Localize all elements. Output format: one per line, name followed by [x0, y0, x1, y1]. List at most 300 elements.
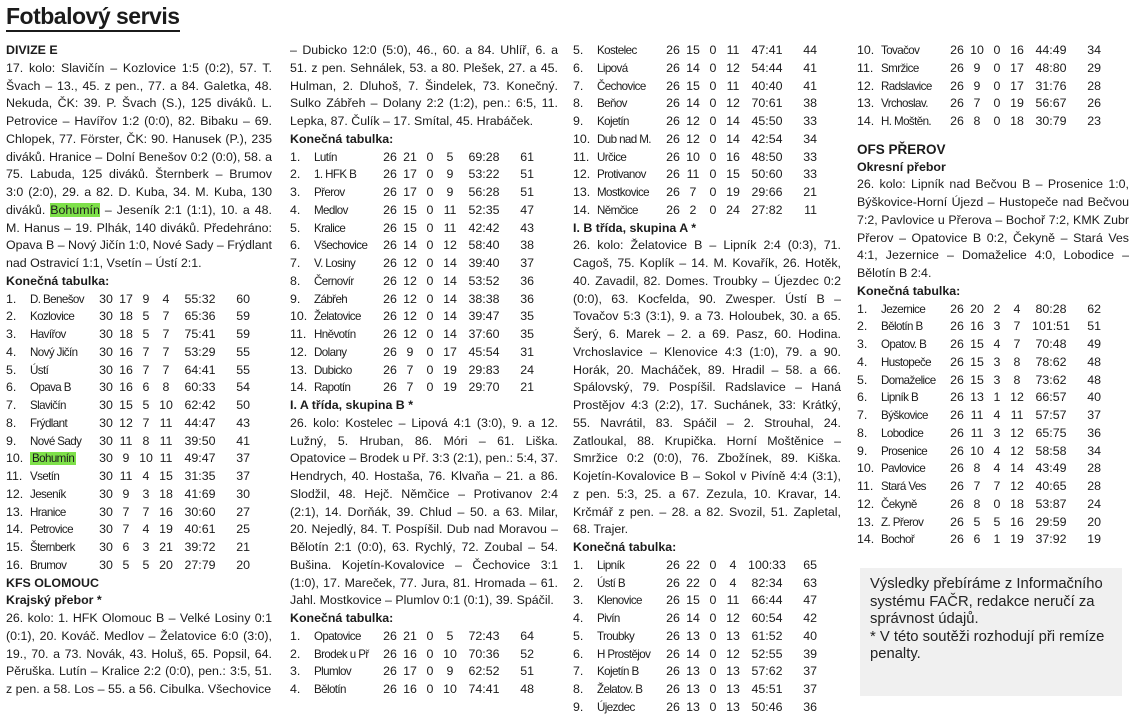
cell-matches: 26	[666, 149, 680, 164]
cell-team-name: Ústí	[30, 363, 49, 377]
cell-losses: 12	[726, 611, 740, 625]
cell-score: 52:35	[468, 202, 500, 217]
cell-wins: 5	[122, 557, 130, 572]
cell-score: 29:83	[468, 362, 500, 377]
cell-rank: 9.	[857, 443, 868, 458]
table-row	[857, 460, 1129, 478]
cell-matches: 30	[99, 415, 113, 430]
cell-team-name: Petrovice	[30, 523, 73, 537]
cell-points: 52	[520, 646, 534, 661]
cell-losses: 19	[443, 380, 457, 395]
cell-draws: 0	[709, 646, 717, 661]
cell-team-name: Lipník	[597, 558, 625, 572]
cell-score: 29:59	[1035, 514, 1067, 529]
cell-team-name: Vrchoslav.	[881, 97, 928, 111]
cell-rank: 10.	[573, 131, 591, 146]
cell-rank: 7.	[290, 256, 301, 270]
cell-losses: 17	[443, 344, 457, 359]
cell-rank: 7.	[573, 664, 584, 679]
cell-score: 27:79	[184, 557, 216, 572]
cell-score: 100:33	[748, 557, 786, 572]
cell-wins: 22	[686, 575, 700, 590]
table-row	[573, 592, 841, 610]
cell-wins: 7	[973, 479, 981, 493]
cell-draws: 0	[426, 309, 434, 324]
cell-matches: 26	[383, 327, 397, 341]
cell-losses: 13	[726, 664, 740, 679]
cell-wins: 14	[686, 96, 700, 111]
table-row	[573, 628, 841, 646]
cell-losses: 19	[443, 362, 457, 377]
cell-rank: 13.	[573, 185, 591, 199]
table-row	[290, 326, 558, 344]
cell-points: 41	[803, 78, 817, 93]
table-row	[6, 397, 272, 415]
cell-losses: 11	[443, 202, 457, 217]
cell-losses: 15	[159, 469, 173, 483]
cell-matches: 26	[383, 185, 397, 199]
cell-rank: 3.	[573, 593, 584, 608]
cell-team-name: Pivín	[597, 612, 620, 625]
cell-losses: 8	[1013, 372, 1021, 387]
cell-matches: 30	[99, 362, 113, 377]
cell-losses: 19	[159, 522, 173, 537]
cell-wins: 16	[119, 344, 133, 359]
cell-losses: 16	[159, 504, 173, 519]
cell-wins: 11	[119, 433, 133, 448]
cell-rank: 12.	[290, 344, 308, 359]
cell-team-name: Nové Sady	[30, 434, 82, 448]
disclaimer-text: Výsledky přebíráme z Informačního systému FAČR, redakce neručí za správnost údajů.	[870, 576, 1103, 628]
table-row	[573, 575, 841, 593]
cell-losses: 11	[159, 433, 173, 448]
cell-score: 80:28	[1035, 301, 1067, 316]
table-row	[857, 60, 1129, 78]
cell-wins: 8	[973, 496, 981, 511]
cell-losses: 13	[726, 699, 740, 714]
table-row	[857, 42, 1129, 60]
cell-team-name: 1. HFK B	[314, 168, 357, 182]
cell-wins: 21	[403, 149, 417, 164]
cell-score: 55:32	[184, 291, 216, 306]
cell-points: 28	[1087, 479, 1101, 493]
cell-wins: 9	[973, 78, 981, 93]
cell-points: 40	[803, 628, 817, 643]
cell-draws: 9	[142, 291, 150, 306]
cell-score: 45:50	[751, 114, 783, 128]
cell-team-name: Brumov	[30, 558, 67, 572]
cell-matches: 26	[950, 96, 964, 111]
cell-matches: 26	[383, 220, 397, 235]
cell-rank: 11.	[857, 60, 874, 75]
cell-score: 30:60	[184, 504, 216, 519]
cell-losses: 4	[729, 575, 737, 590]
cell-wins: 12	[686, 114, 700, 128]
cell-score: 65:75	[1035, 425, 1067, 440]
cell-points: 39	[803, 646, 817, 661]
cell-draws: 0	[993, 96, 1001, 111]
table-heading: Konečná tabulka:	[857, 283, 961, 298]
cell-points: 37	[520, 256, 534, 270]
cell-matches: 26	[666, 699, 680, 714]
cell-wins: 12	[686, 131, 700, 146]
cell-matches: 26	[666, 96, 680, 111]
cell-score: 62:42	[184, 398, 216, 412]
cell-matches: 26	[666, 593, 680, 608]
cell-team-name: Čekyně	[881, 497, 917, 511]
cell-losses: 11	[1010, 408, 1024, 422]
table-row	[857, 354, 1129, 372]
cell-matches: 26	[666, 575, 680, 590]
cell-rank: 4.	[573, 611, 584, 625]
cell-matches: 26	[383, 664, 397, 679]
cell-points: 42	[803, 611, 817, 625]
cell-draws: 0	[709, 149, 717, 164]
cell-points: 38	[803, 96, 817, 111]
cell-team-name: V. Losiny	[314, 257, 356, 270]
table-row	[573, 131, 841, 149]
cell-wins: 20	[970, 301, 984, 316]
cell-draws: 5	[142, 309, 150, 324]
cell-points: 65	[803, 557, 817, 572]
cell-matches: 26	[666, 202, 680, 217]
cell-points: 19	[1087, 532, 1101, 547]
cell-points: 41	[803, 60, 817, 75]
table-row	[573, 557, 841, 575]
standings-table	[290, 149, 558, 398]
cell-losses: 11	[726, 593, 740, 608]
table-row	[573, 663, 841, 681]
cell-losses: 9	[446, 664, 454, 679]
cell-draws: 0	[709, 60, 717, 75]
cell-points: 41	[236, 433, 250, 448]
cell-points: 27	[236, 504, 250, 519]
cell-draws: 4	[993, 408, 1001, 422]
cell-losses: 18	[1010, 496, 1024, 511]
cell-team-name: Kojetín B	[597, 665, 639, 679]
cell-losses: 14	[1010, 461, 1024, 476]
cell-score: 62:52	[468, 664, 500, 679]
cell-team-name: Černovír	[314, 274, 354, 288]
cell-rank: 5.	[857, 372, 868, 387]
cell-matches: 26	[950, 372, 964, 387]
cell-score: 39:40	[468, 256, 500, 270]
cell-team-name: Čechovice	[597, 79, 646, 93]
cell-team-name: Bělotín B	[881, 320, 923, 334]
cell-rank: 8.	[573, 682, 584, 696]
column-2	[290, 42, 558, 700]
cell-points: 33	[803, 114, 817, 128]
cell-points: 37	[803, 664, 817, 679]
cell-points: 63	[803, 575, 817, 590]
cell-rank: 3.	[290, 185, 301, 199]
section-subheading: Okresní přebor	[857, 159, 946, 174]
cell-losses: 4	[1013, 301, 1021, 316]
table-row	[6, 433, 272, 451]
cell-losses: 7	[162, 309, 170, 324]
cell-score: 72:43	[468, 628, 500, 643]
cell-wins: 16	[970, 319, 984, 334]
cell-draws: 0	[426, 185, 434, 199]
cell-points: 28	[1087, 78, 1101, 93]
cell-losses: 19	[1010, 96, 1024, 111]
cell-matches: 30	[99, 380, 113, 395]
cell-team-name: Pavlovice	[881, 462, 926, 476]
cell-draws: 0	[426, 149, 434, 164]
cell-score: 57:62	[751, 664, 783, 679]
cell-team-name: Bochoř	[881, 533, 915, 547]
cell-score: 31:76	[1035, 78, 1067, 93]
cell-score: 31:35	[184, 469, 216, 483]
cell-draws: 0	[709, 593, 717, 608]
cell-wins: 13	[686, 682, 700, 696]
cell-losses: 21	[159, 540, 173, 554]
cell-losses: 19	[726, 185, 740, 199]
cell-team-name: Prosenice	[881, 444, 928, 458]
cell-draws: 0	[426, 682, 434, 696]
table-row	[857, 389, 1129, 407]
cell-losses: 12	[726, 646, 740, 661]
cell-points: 36	[520, 273, 534, 288]
section-heading: I. A třída, skupina B *	[290, 398, 414, 412]
cell-points: 51	[520, 664, 534, 679]
cell-wins: 18	[119, 309, 133, 324]
cell-team-name: Kralice	[314, 221, 346, 235]
cell-draws: 0	[993, 78, 1001, 93]
table-row	[290, 166, 558, 184]
cell-draws: 0	[426, 291, 434, 306]
cell-matches: 26	[383, 646, 397, 661]
cell-draws: 0	[709, 96, 717, 111]
cell-losses: 14	[443, 327, 457, 341]
cell-draws: 7	[142, 504, 150, 519]
cell-team-name: Domaželice	[881, 373, 936, 387]
cell-score: 73:62	[1035, 372, 1067, 387]
table-row	[290, 291, 558, 309]
cell-rank: 9.	[290, 291, 301, 306]
cell-rank: 3.	[6, 327, 17, 341]
cell-score: 53:87	[1035, 496, 1067, 511]
cell-losses: 18	[159, 486, 173, 501]
cell-draws: 5	[142, 557, 150, 572]
cell-score: 78:62	[1035, 354, 1067, 369]
cell-matches: 26	[950, 114, 964, 128]
cell-losses: 11	[726, 78, 740, 93]
cell-draws: 0	[709, 114, 717, 128]
table-row	[573, 60, 841, 78]
cell-matches: 26	[950, 78, 964, 93]
table-row	[857, 95, 1129, 113]
cell-points: 40	[1087, 390, 1101, 405]
section-subheading: Krajský přebor *	[6, 593, 102, 608]
cell-score: 50:60	[751, 167, 783, 182]
cell-matches: 30	[99, 433, 113, 448]
cell-draws: 0	[709, 185, 717, 199]
cell-matches: 26	[383, 362, 397, 377]
cell-rank: 11.	[290, 327, 307, 341]
cell-team-name: Plumlov	[314, 665, 352, 679]
cell-losses: 20	[159, 557, 173, 572]
cell-team-name: Havířov	[30, 328, 66, 341]
table-row	[290, 149, 558, 167]
cell-team-name: Kojetín	[597, 115, 629, 128]
cell-wins: 7	[406, 380, 414, 395]
standings-table	[573, 557, 841, 717]
cell-team-name: D. Benešov	[30, 292, 84, 306]
cell-matches: 26	[950, 390, 964, 405]
cell-draws: 0	[709, 43, 717, 57]
cell-points: 60	[236, 291, 250, 306]
table-row	[290, 681, 558, 699]
cell-score: 45:54	[468, 344, 500, 359]
table-row	[857, 514, 1129, 532]
cell-matches: 26	[950, 319, 964, 334]
cell-losses: 16	[726, 149, 740, 164]
cell-team-name: Býškovice	[881, 409, 928, 422]
cell-rank: 4.	[290, 682, 301, 696]
cell-matches: 30	[99, 469, 113, 483]
cell-team-name: Jeseník	[30, 487, 66, 501]
table-row	[6, 557, 272, 575]
cell-rank: 6.	[573, 60, 584, 75]
cell-rank: 16.	[6, 557, 24, 572]
cell-team-name: Dubicko	[314, 363, 352, 377]
cell-losses: 8	[162, 380, 170, 395]
cell-draws: 3	[993, 354, 1001, 369]
table-row	[290, 202, 558, 220]
standings-table	[290, 628, 558, 699]
cell-matches: 26	[666, 682, 680, 696]
cell-draws: 5	[142, 398, 150, 412]
cell-wins: 14	[686, 646, 700, 661]
cell-rank: 1.	[857, 301, 868, 316]
cell-score: 27:82	[751, 202, 783, 217]
cell-team-name: Beňov	[597, 97, 627, 111]
cell-score: 49:47	[184, 451, 216, 466]
cell-wins: 21	[403, 628, 417, 643]
cell-points: 51	[1087, 319, 1101, 334]
cell-points: 37	[236, 451, 250, 466]
cell-wins: 13	[686, 628, 700, 643]
table-row	[573, 202, 841, 220]
cell-score: 69:28	[468, 149, 500, 164]
cell-losses: 13	[726, 682, 740, 696]
cell-rank: 10.	[857, 43, 875, 57]
cell-draws: 0	[709, 699, 717, 714]
cell-team-name: Želatovice	[314, 310, 361, 324]
cell-points: 37	[236, 469, 250, 483]
table-heading: Konečná tabulka:	[6, 273, 110, 288]
cell-draws: 0	[426, 664, 434, 679]
cell-team-name: Kozlovice	[30, 310, 75, 324]
table-row	[6, 468, 272, 486]
column-1	[6, 42, 272, 700]
table-row	[290, 344, 558, 362]
cell-losses: 10	[443, 646, 457, 661]
table-row	[573, 78, 841, 96]
cell-points: 61	[520, 149, 534, 164]
table-row	[857, 425, 1129, 443]
cell-team-name: Hustopeče	[881, 355, 932, 369]
table-row	[6, 415, 272, 433]
table-row	[857, 78, 1129, 96]
cell-points: 55	[236, 362, 250, 377]
cell-matches: 30	[99, 309, 113, 324]
cell-wins: 15	[686, 43, 700, 57]
cell-wins: 9	[406, 344, 414, 359]
cell-losses: 14	[443, 309, 457, 324]
cell-score: 60:33	[184, 380, 216, 395]
cell-wins: 15	[970, 372, 984, 387]
cell-team-name: H Prostějov	[597, 647, 651, 661]
cell-losses: 10	[159, 398, 173, 412]
cell-matches: 30	[99, 398, 113, 412]
cell-draws: 3	[993, 425, 1001, 440]
cell-draws: 0	[426, 238, 434, 253]
cell-matches: 26	[383, 202, 397, 217]
table-row	[290, 255, 558, 273]
cell-draws: 0	[426, 167, 434, 182]
cell-score: 37:92	[1035, 532, 1067, 547]
cell-wins: 7	[689, 185, 697, 199]
cell-losses: 14	[726, 114, 740, 128]
cell-losses: 11	[726, 43, 740, 57]
cell-draws: 1	[993, 390, 1001, 405]
cell-matches: 26	[950, 425, 964, 440]
cell-score: 70:61	[751, 96, 783, 111]
cell-rank: 8.	[573, 96, 584, 111]
cell-rank: 1.	[6, 291, 17, 306]
penalty-note: * V této soutěži rozhodují při remíze penalty.	[870, 628, 1105, 663]
cell-matches: 30	[99, 540, 113, 554]
table-row	[6, 539, 272, 557]
cell-score: 47:41	[751, 43, 783, 57]
table-row	[573, 42, 841, 60]
table-row	[857, 531, 1129, 549]
table-row	[6, 521, 272, 539]
cell-losses: 7	[162, 327, 170, 341]
cell-rank: 5.	[6, 362, 17, 377]
cell-draws: 6	[142, 380, 150, 395]
table-row	[290, 663, 558, 681]
cell-wins: 12	[403, 327, 417, 341]
cell-rank: 6.	[857, 390, 868, 405]
cell-draws: 5	[142, 327, 150, 341]
cell-points: 43	[520, 220, 534, 235]
cell-draws: 4	[993, 443, 1001, 458]
cell-losses: 19	[1010, 532, 1024, 547]
cell-losses: 7	[162, 362, 170, 377]
cell-wins: 11	[686, 167, 700, 182]
cell-score: 40:40	[751, 78, 783, 93]
cell-rank: 11.	[573, 149, 590, 164]
cell-rank: 12.	[857, 496, 875, 511]
cell-matches: 26	[666, 185, 680, 199]
cell-wins: 7	[406, 362, 414, 377]
table-row	[573, 113, 841, 131]
cell-wins: 16	[403, 646, 417, 661]
cell-rank: 10.	[290, 309, 308, 324]
cell-rank: 1.	[573, 557, 584, 572]
cell-score: 58:58	[1035, 443, 1067, 458]
cell-team-name: Újezdec	[597, 700, 635, 714]
cell-matches: 26	[383, 682, 397, 696]
cell-rank: 14.	[290, 380, 308, 395]
table-row	[573, 610, 841, 628]
cell-rank: 2.	[290, 646, 301, 661]
cell-draws: 0	[709, 682, 717, 696]
table-row	[290, 237, 558, 255]
